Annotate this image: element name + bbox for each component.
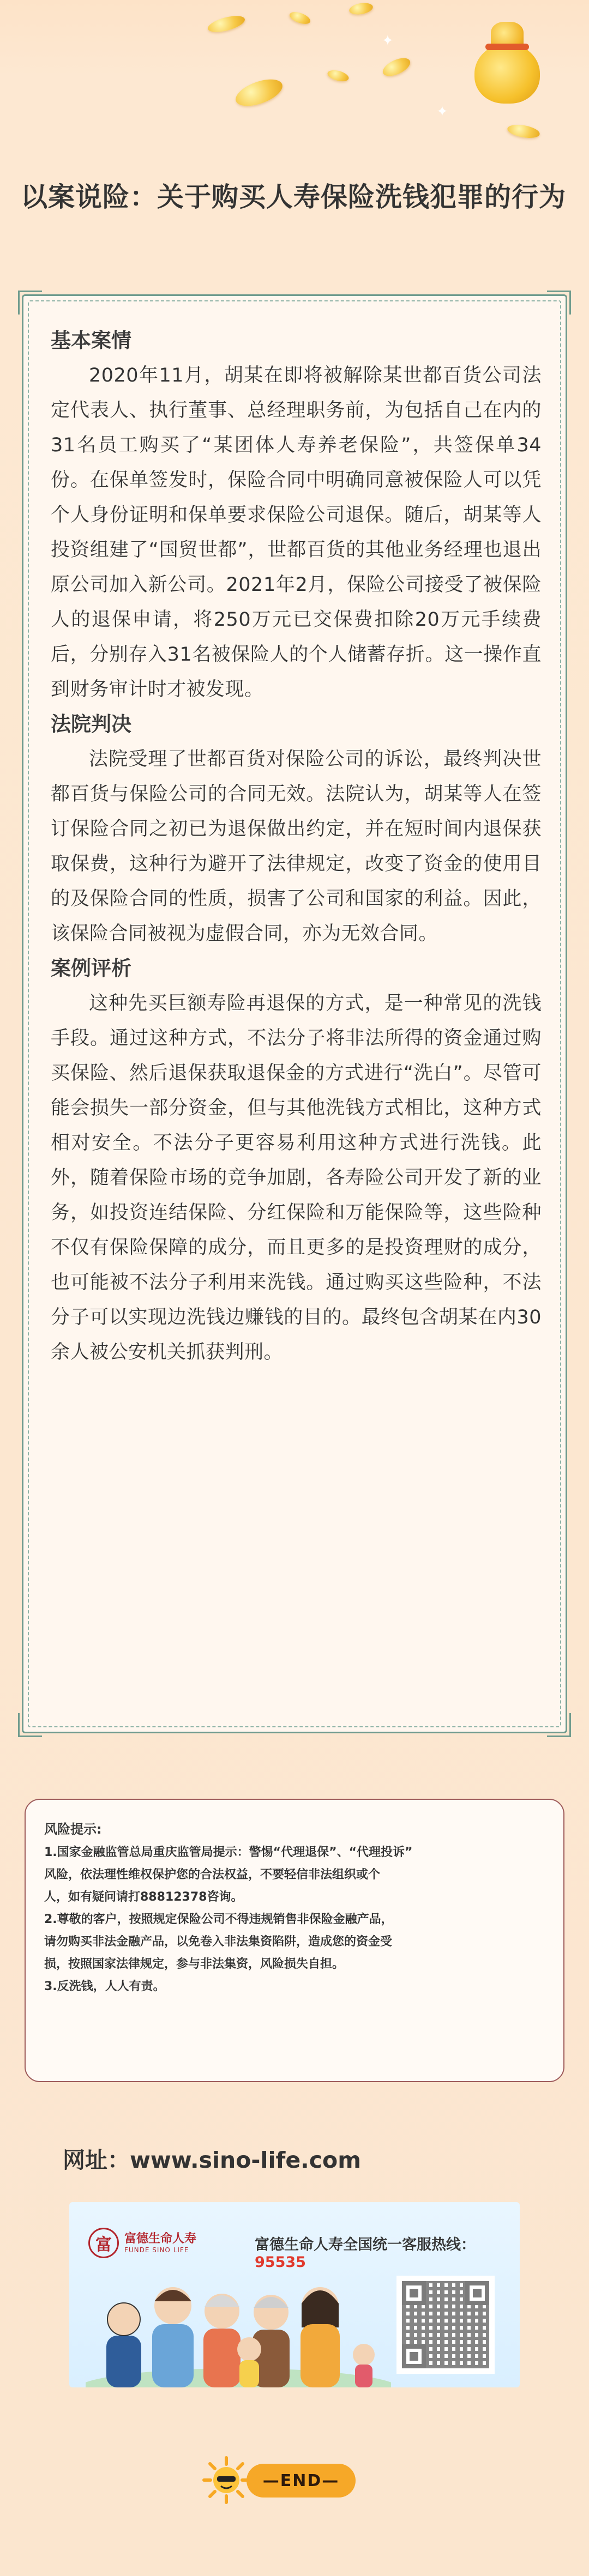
risk-notice-box bbox=[25, 1799, 564, 2082]
family-illustration bbox=[86, 2267, 391, 2387]
sparkle-icon: ✦ bbox=[436, 104, 448, 120]
page-title: 以案说险：关于购买人寿保险洗钱犯罪的行为 bbox=[21, 182, 567, 213]
sparkle-icon: ✦ bbox=[382, 33, 394, 49]
risk-notice-line: 请勿购买非法金融产品，以免卷入非法集资陷阱，造成您的资金受 bbox=[44, 1935, 393, 1949]
section-heading-case: 基本案情 bbox=[51, 329, 131, 352]
section-text-judgment: 法院受理了世都百货对保险公司的诉讼，最终判决世都百货与保险公司的合同无效。法院认为，胡某等人在签订保险合同之初已为退保做出约定，并在短时间内退保获取保费，这种行为避开了法律规定，改变了资金的使用目的及保险合同的性质，损害了公司和国家的利益。因此，该保险合同被视为虚假合同，亦为无效合同。 bbox=[51, 748, 542, 945]
coin-icon bbox=[206, 13, 247, 35]
risk-notice-line: 2.尊敬的客户，按照规定保险公司不得违规销售非保险金融产品， bbox=[44, 1913, 393, 1926]
risk-notice-line: 1.国家金融监管总局重庆监管局提示：警惕“代理退保”、“代理投诉” bbox=[44, 1846, 413, 1859]
hotline-label: 富德生命人寿全国统一客服热线： bbox=[255, 2236, 476, 2253]
section-heading-analysis: 案例评析 bbox=[51, 957, 131, 980]
company-logo bbox=[88, 2224, 225, 2262]
risk-notice-title: 风险提示: bbox=[44, 1822, 102, 1837]
logo-text-cn: 富德生命人寿 bbox=[124, 2232, 197, 2246]
risk-notice-line: 人，如有疑问请打88812378咨询。 bbox=[44, 1890, 243, 1904]
risk-notice-line: 损，按照国家法律规定，参与非法集资，风险损失自担。 bbox=[44, 1957, 345, 1971]
end-badge: —END— bbox=[247, 2464, 356, 2498]
coin-icon bbox=[507, 123, 541, 140]
coin-icon bbox=[288, 10, 312, 27]
sun-icon bbox=[202, 2456, 251, 2505]
article-content bbox=[51, 323, 542, 1370]
header-decoration bbox=[0, 0, 589, 164]
section-text-analysis: 这种先买巨额寿险再退保的方式，是一种常见的洗钱手段。通过这种方式，不法分子将非法所得的资金通过购买保险、然后退保获取退保金的方式进行“洗白”。尽管可能会损失一部分资金，但与其他洗钱方式相比，这种方式相对安全。不法分子更容易利用这种方式进行洗钱。此外，随着保险市场的竞争加剧，各寿险公司开发了新的业务，如投资连结保险、分红保险和万能保险等，这些险种不仅有保险保障的成分，而且更多的是投资理财的成分，也可能被不法分子利用来洗钱。通过购买这些险种，不法分子可以实现边洗钱边赚钱的目的。最终包含胡某在内30余人被公安机关抓获判刑。 bbox=[51, 993, 542, 1363]
website-link[interactable]: 网址：www.sino-life.com bbox=[63, 2147, 361, 2173]
section-heading-judgment: 法院判决 bbox=[51, 712, 131, 736]
risk-notice-line: 风险，依法理性维权保护您的合法权益，不要轻信非法组织或个 bbox=[44, 1868, 381, 1882]
risk-notice-line: 3.反洗钱，人人有责。 bbox=[44, 1980, 165, 1993]
article-frame bbox=[22, 294, 567, 1733]
hotline-text bbox=[255, 2233, 520, 2271]
coin-icon bbox=[232, 74, 286, 111]
coin-icon bbox=[348, 1, 374, 16]
company-banner bbox=[69, 2202, 520, 2387]
money-bag-icon bbox=[469, 22, 545, 104]
logo-text-en: FUNDE SINO LIFE bbox=[124, 2246, 189, 2254]
coin-icon bbox=[380, 55, 413, 80]
logo-mark-icon: 富 bbox=[88, 2228, 119, 2258]
qr-code[interactable] bbox=[396, 2276, 495, 2374]
coin-icon bbox=[326, 68, 350, 83]
hotline-number[interactable]: 95535 bbox=[255, 2254, 306, 2271]
section-text-case: 2020年11月，胡某在即将被解除某世都百货公司法定代表人、执行董事、总经理职务前，为包括自己在内的31名员工购买了“某团体人寿养老保险”，共签保单34份。在保单签发时，保险合同中明确同意被保险人可以凭个人身份证明和保单要求保险公司退保。随后，胡某等人投资组建了“国贸世都”，世都百货的其他业务经理也退出原公司加入新公司。2021年2月，保险公司接受了被保险人的退保申请，将250万元已交保费扣除20万元手续费后，分别存入31名被保险人的个人储蓄存折。这一操作直到财务审计时才被发现。 bbox=[51, 365, 542, 700]
